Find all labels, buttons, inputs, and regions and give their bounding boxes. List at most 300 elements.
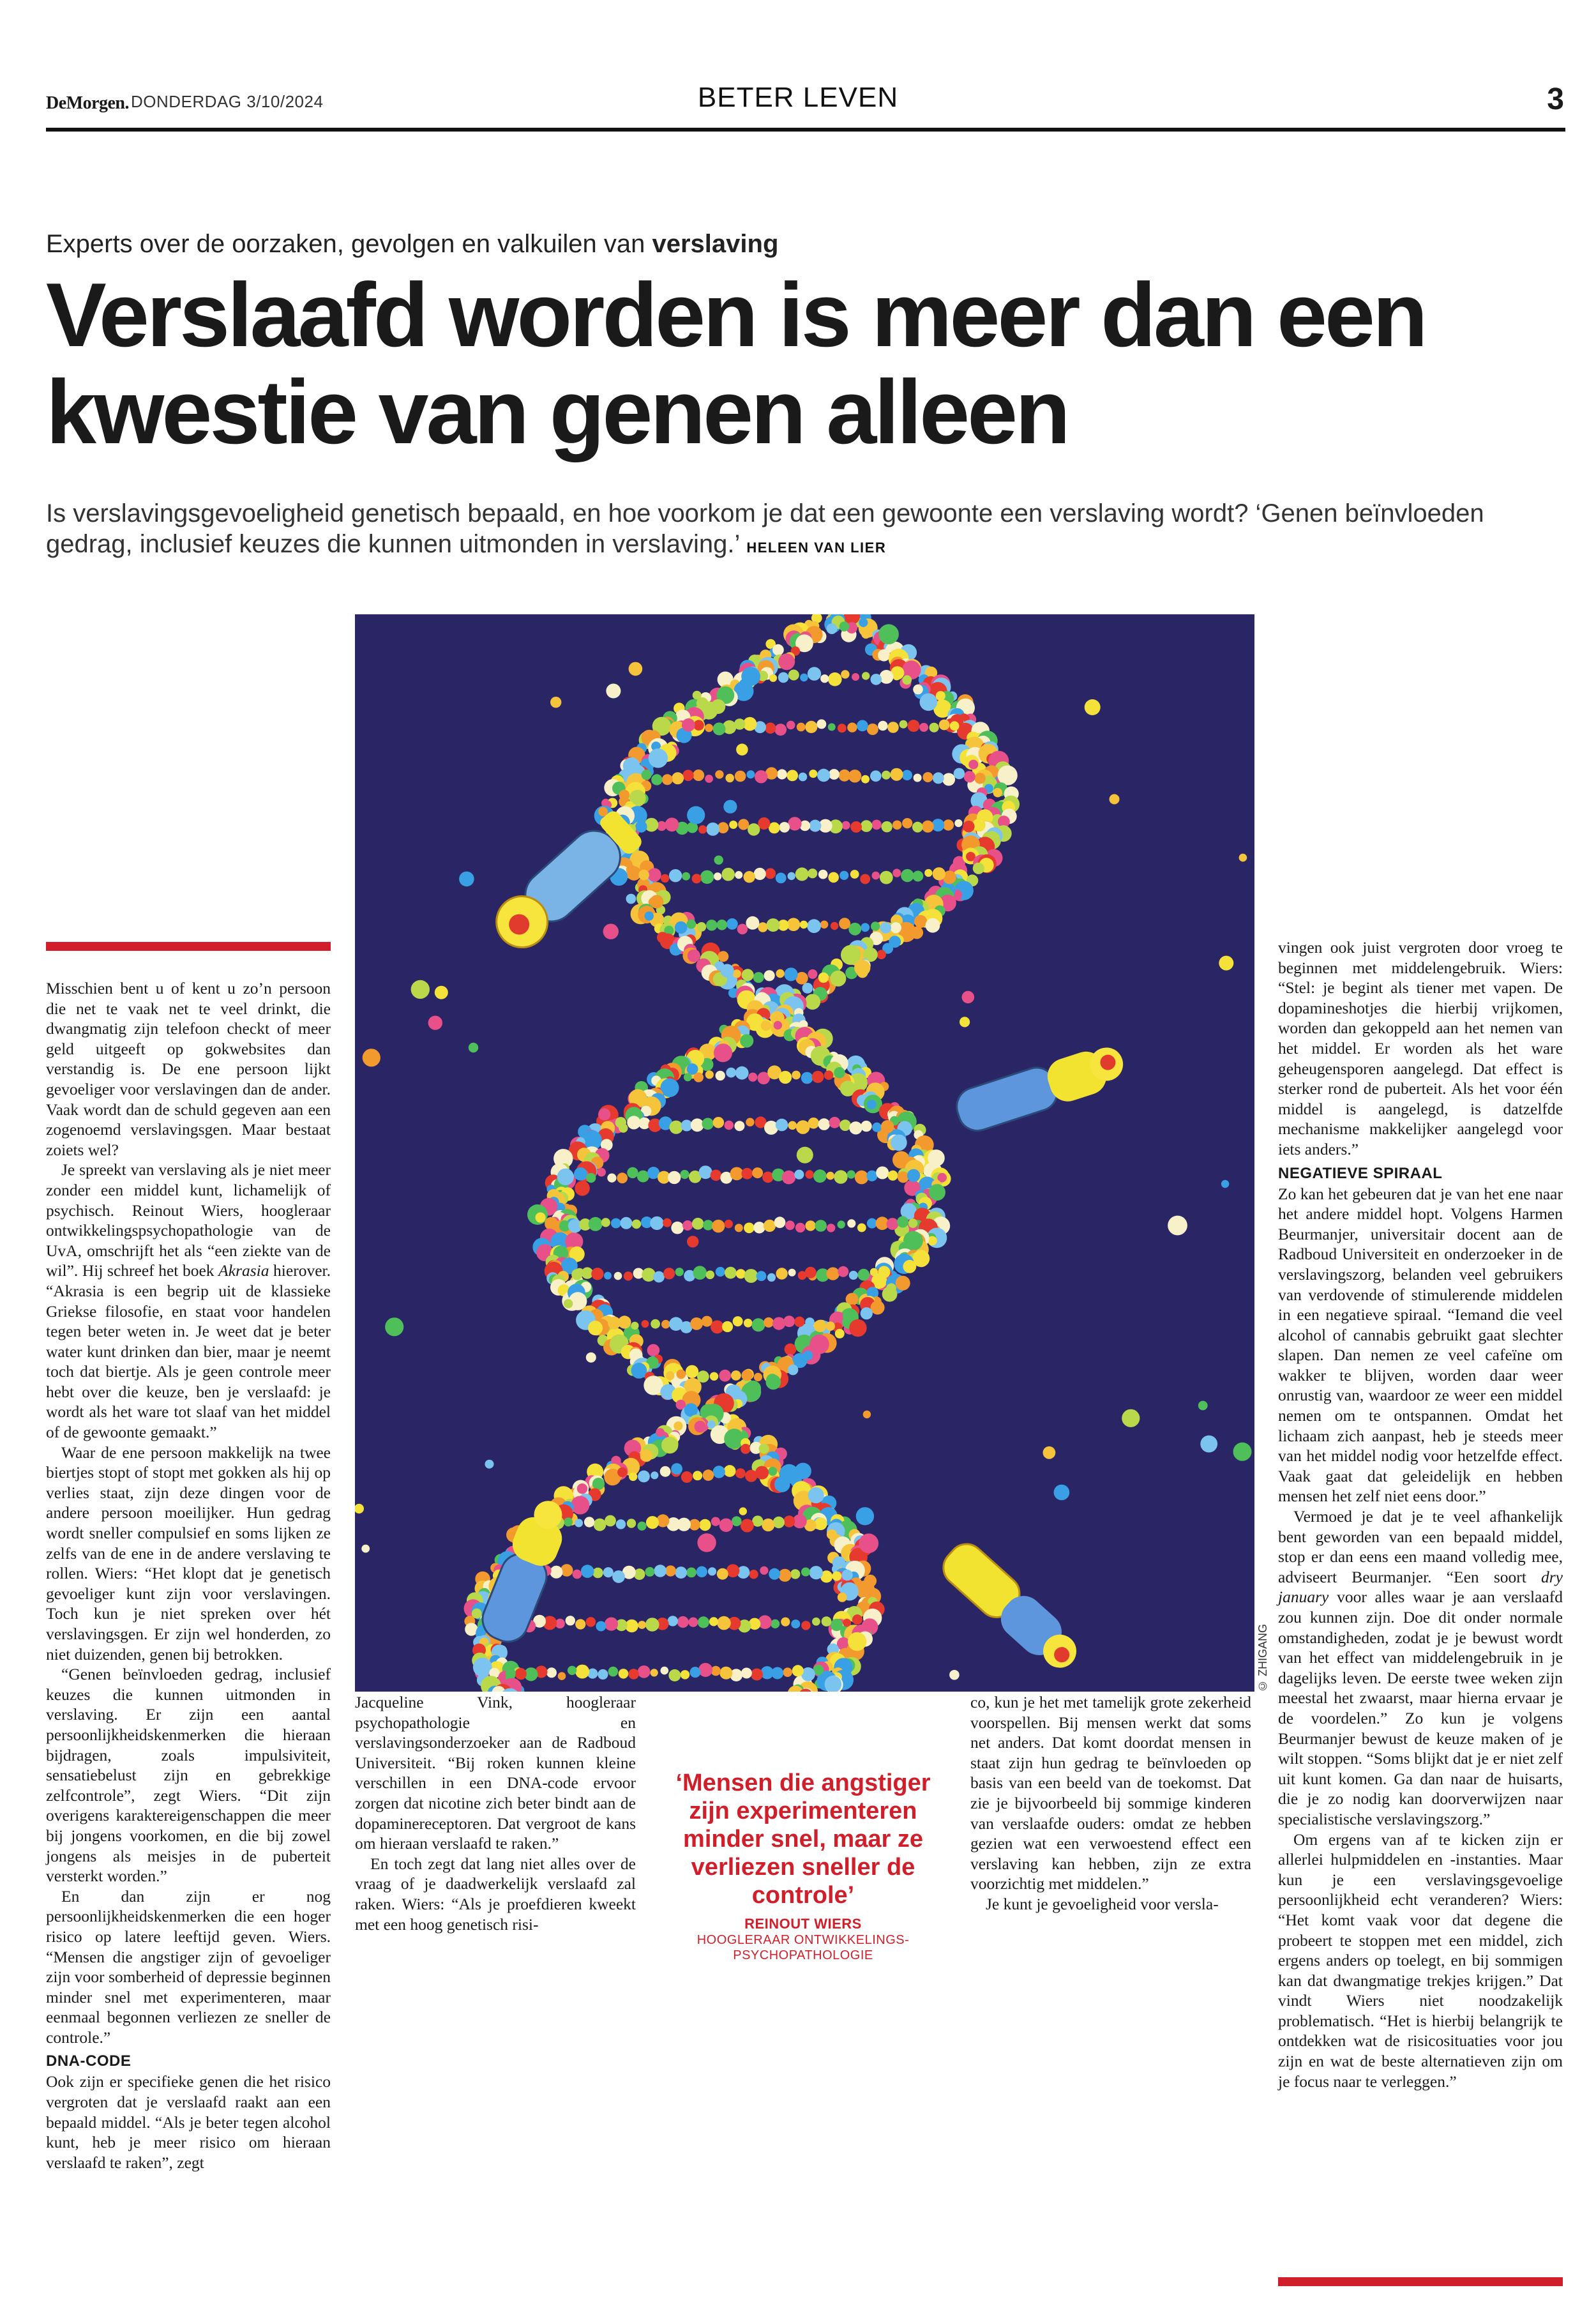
helix-bead <box>831 922 838 930</box>
helix-bead <box>705 1070 714 1079</box>
helix-bead <box>863 1411 871 1418</box>
helix-bead <box>862 672 870 679</box>
helix-bead <box>665 817 679 831</box>
helix-bead <box>769 674 777 682</box>
helix-bead <box>827 1529 837 1540</box>
helix-bead <box>435 986 448 999</box>
helix-bead <box>558 1672 566 1680</box>
helix-bead <box>902 818 912 828</box>
helix-bead <box>828 672 842 686</box>
helix-bead <box>778 1569 791 1582</box>
helix-bead <box>827 1224 835 1232</box>
helix-bead <box>575 1519 583 1528</box>
helix-bead <box>828 872 839 883</box>
helix-bead <box>878 624 899 644</box>
helix-bead <box>779 822 790 833</box>
helix-bead <box>936 691 945 701</box>
helix-bead <box>963 821 974 832</box>
helix-bead <box>774 1217 786 1228</box>
helix-bead <box>852 673 859 681</box>
helix-bead <box>774 1021 782 1029</box>
helix-bead <box>760 1566 768 1575</box>
helix-bead <box>782 1171 796 1185</box>
helix-bead <box>774 1476 790 1492</box>
helix-bead <box>688 1618 698 1627</box>
helix-bead <box>656 1428 665 1437</box>
helix-bead <box>740 1034 753 1047</box>
helix-bead <box>800 674 808 682</box>
helix-bead <box>649 748 668 768</box>
helix-bead <box>713 1466 725 1478</box>
helix-bead <box>776 873 787 884</box>
helix-bead <box>778 653 795 670</box>
paragraph <box>1278 1506 1563 1830</box>
helix-bead <box>752 1167 763 1178</box>
helix-bead <box>696 1566 707 1577</box>
helix-bead <box>706 1271 715 1280</box>
helix-bead <box>741 1370 753 1381</box>
helix-bead <box>850 870 859 879</box>
helix-bead <box>829 769 839 780</box>
helix-bead <box>838 1593 847 1602</box>
helix-bead <box>624 1271 633 1280</box>
helix-bead <box>642 1320 649 1328</box>
helix-bead <box>469 1043 478 1052</box>
helix-bead <box>871 820 882 830</box>
helix-bead <box>954 768 965 780</box>
helix-bead <box>645 1618 659 1632</box>
helix-bead <box>768 1467 777 1476</box>
helix-bead <box>892 821 902 830</box>
helix-bead <box>820 921 829 929</box>
helix-bead <box>878 649 890 662</box>
helix-bead <box>586 1617 596 1627</box>
helix-bead <box>666 1371 675 1380</box>
helix-bead <box>764 970 775 981</box>
helix-bead <box>654 1565 666 1577</box>
helix-bead <box>830 971 846 987</box>
helix-bead <box>817 719 826 729</box>
helix-bead <box>882 1287 898 1302</box>
helix-bead <box>712 1220 725 1232</box>
helix-bead <box>801 1568 810 1577</box>
helix-bead <box>755 770 767 783</box>
helix-bead <box>617 1467 627 1477</box>
helix-bead <box>684 1073 692 1081</box>
helix-bead <box>642 769 652 780</box>
helix-bead <box>920 694 938 711</box>
helix-bead <box>710 1372 718 1381</box>
helix-bead <box>898 1171 909 1183</box>
helix-bead <box>933 867 945 880</box>
helix-bead <box>726 1564 740 1577</box>
helix-bead <box>363 1049 380 1066</box>
helix-bead <box>717 1616 731 1630</box>
helix-bead <box>1168 1216 1187 1236</box>
helix-bead <box>627 1519 636 1528</box>
helix-bead <box>896 1276 910 1291</box>
helix-bead <box>687 1236 698 1247</box>
helix-bead <box>726 1068 736 1078</box>
helix-bead <box>849 1271 858 1280</box>
helix-bead <box>887 1218 899 1230</box>
helix-bead <box>638 1621 646 1629</box>
helix-bead <box>746 1118 754 1126</box>
newspaper-brand: DeMorgen. <box>46 93 130 113</box>
helix-bead <box>788 1121 797 1130</box>
helix-bead <box>769 823 780 834</box>
paragraph: Jacqueline Vink, hoogleraar psychopathologie en verslavingsonderzoeker aan de Radboud Universiteit. “Bij roken kunnen kleine verschillen in een DNA-code ervoor zorgen dat nicotine zich beter bindt aan de dopaminereceptoren. Dat vergroot de kans om hieraan verslaafd te raken.” <box>355 1693 636 1853</box>
helix-bead <box>675 1268 684 1276</box>
helix-bead <box>754 868 766 880</box>
helix-bead <box>592 1568 603 1579</box>
helix-bead <box>787 918 801 931</box>
helix-bead <box>772 644 784 656</box>
helix-bead <box>699 1165 712 1179</box>
column-end-redbar <box>1278 2277 1563 2286</box>
helix-bead <box>575 1665 589 1679</box>
helix-bead <box>619 1123 628 1132</box>
helix-bead <box>973 863 984 874</box>
dna-helix-artwork <box>355 614 1254 1692</box>
helix-bead <box>719 1519 733 1532</box>
helix-bead <box>748 1073 757 1082</box>
helix-bead <box>860 874 870 884</box>
helix-bead <box>581 1565 594 1578</box>
helix-bead <box>903 1260 917 1273</box>
helix-bead <box>839 621 850 632</box>
helix-bead <box>645 1567 654 1577</box>
helix-bead <box>703 1220 713 1230</box>
helix-bead <box>764 1317 774 1328</box>
helix-bead <box>809 1566 823 1579</box>
helix-bead <box>546 1667 557 1678</box>
helix-bead <box>1233 1443 1252 1461</box>
helix-bead <box>800 921 808 929</box>
helix-bead <box>714 872 721 880</box>
helix-bead <box>651 774 662 785</box>
helix-bead <box>838 724 847 732</box>
helix-bead <box>695 1421 707 1433</box>
helix-bead <box>788 872 795 880</box>
helix-bead <box>705 775 713 783</box>
helix-bead <box>651 1669 658 1676</box>
helix-bead <box>682 769 694 781</box>
helix-bead <box>720 964 734 978</box>
helix-bead <box>665 1565 676 1576</box>
helix-bead <box>939 720 950 731</box>
helix-bead <box>637 1522 646 1531</box>
helix-bead <box>1221 1180 1229 1188</box>
helix-bead <box>686 1568 696 1578</box>
helix-bead <box>802 983 813 994</box>
helix-bead <box>669 869 682 882</box>
helix-bead <box>608 1667 619 1677</box>
helix-bead <box>751 1318 765 1331</box>
helix-bead <box>605 1515 616 1527</box>
helix-bead <box>668 1171 681 1184</box>
helix-bead <box>933 772 944 784</box>
helix-bead <box>764 1220 776 1232</box>
helix-bead <box>733 1316 743 1326</box>
helix-bead <box>663 1218 672 1227</box>
helix-bead <box>849 1319 866 1337</box>
book-title: Akrasia <box>218 1261 269 1280</box>
helix-bead <box>631 1322 638 1330</box>
helix-bead <box>835 1329 845 1338</box>
helix-bead <box>694 1072 704 1082</box>
helix-bead <box>731 1370 741 1381</box>
helix-bead <box>1198 1401 1208 1411</box>
helix-bead <box>703 1469 714 1481</box>
helix-bead <box>753 972 764 983</box>
helix-bead <box>891 922 901 933</box>
paragraph: Zo kan het gebeuren dat je van het ene naar het andere middel hopt. Volgens Harmen Beurmanjer, universitair docent aan de Radboud Universiteit en onderzoeker in de verslavingszorg, belanden veel gebruikers van verdovende of stimulerende middelen in een negatieve spiraal. “Iemand die veel alcohol of cannabis gebruikt gaat slechter slapen. Dan nemen ze veel cafeïne om wakker te blijven, worden daar weer onrustig van, waardoor ze weer een middel nemen om te ontspannen. Omdat het lichaam zich aanpast, heb je steeds meer van het middel nodig voor hetzelfde effect. Vaak gaat dat geleidelijk en hebben mensen het zelf niet eens door.” <box>1278 1184 1563 1506</box>
helix-bead <box>795 867 809 881</box>
column-3 <box>970 1692 1251 1914</box>
byline: HELEEN VAN LIER <box>746 540 887 556</box>
helix-bead <box>692 874 702 883</box>
helix-bead <box>714 1043 732 1062</box>
helix-bead <box>682 872 690 881</box>
helix-bead <box>607 1174 616 1183</box>
helix-bead <box>734 1121 744 1131</box>
helix-bead <box>1200 1436 1217 1453</box>
paragraph: En toch zegt dat lang niet alles over de vraag of je daadwerkelijk verslaafd zal raken. Wiers: “Als je proefdieren kweekt met een hoog genetisch risi- <box>355 1854 636 1934</box>
helix-bead <box>631 1363 647 1379</box>
helix-bead <box>794 1317 804 1327</box>
helix-bead <box>762 1519 774 1531</box>
helix-bead <box>919 723 928 732</box>
helix-bead <box>849 1121 862 1134</box>
column-4 <box>1278 937 1563 2091</box>
helix-bead <box>929 1184 945 1201</box>
section-title: BETER LEVEN <box>697 82 899 113</box>
paragraph: vingen ook juist vergroten door vroeg te beginnen met middelengebruik. Wiers: “Stel: je begint als tiener met vapen. De dopamineshotjes die hierbij vrijkomen, worden dan gekoppeld aan het nemen van het middel. Er worden als het ware geheugensporen aangelegd. Dat effect is sterker rond de puberteit. Als het voor één middel is aangelegd, is datzelfde mechanisme makkelijker aangelegd voor iets anders.” <box>1278 938 1563 1158</box>
helix-bead <box>573 1570 582 1579</box>
helix-bead <box>949 1670 960 1680</box>
helix-bead <box>776 1268 787 1279</box>
helix-bead <box>650 1217 663 1230</box>
helix-bead <box>722 1321 733 1332</box>
helix-bead <box>632 1220 642 1229</box>
helix-bead <box>735 1468 746 1478</box>
helix-bead <box>714 856 723 865</box>
helix-bead <box>706 823 719 836</box>
helix-bead <box>809 820 821 832</box>
helix-bead <box>777 769 787 780</box>
helix-bead <box>792 1665 804 1676</box>
page-number: 3 <box>1547 82 1564 116</box>
helix-bead <box>765 723 776 734</box>
helix-bead <box>682 1220 693 1231</box>
helix-bead <box>974 773 985 784</box>
helix-bead <box>758 922 767 932</box>
helix-bead <box>818 1118 831 1130</box>
helix-bead <box>428 1016 442 1030</box>
helix-bead <box>871 674 882 685</box>
paragraph: Ook zijn er specifieke genen die het risico vergroten dat je verslaafd raakt aan een bepaald middel. “Als je beter tegen alcohol kunt, heb je meer risico om hieraan verslaafd te raken”, zegt <box>46 2072 331 2172</box>
helix-bead <box>672 772 684 784</box>
helix-bead <box>557 1169 574 1185</box>
helix-bead <box>762 1172 774 1183</box>
helix-bead <box>603 1567 614 1577</box>
helix-bead <box>794 1170 804 1179</box>
paragraph: co, kun je het met tamelijk grote zekerheid voorspellen. Bij mensen werkt dat soms net anders. Dat komt doordat mensen in staat zijn hun gedrag te beïnvloeden op basis van een beeld van de toekomst. Dat zie je bijvoorbeeld bij sommige kinderen van verslaafde ouders: omdat ze hebben gezien wat een verwoestend effect een verslaving kan hebben, zijn ze extra voorzichtig met middelen.” <box>970 1693 1251 1893</box>
helix-bead <box>711 1517 720 1526</box>
helix-bead <box>922 772 933 782</box>
pull-quote-author: REINOUT WIERS <box>744 1916 862 1932</box>
subheading-negatieve-spiraal: NEGATIEVE SPIRAAL <box>1278 1164 1443 1182</box>
helix-bead <box>788 817 801 830</box>
helix-bead <box>856 1507 874 1525</box>
helix-bead <box>908 1218 918 1228</box>
helix-bead <box>818 973 829 983</box>
helix-bead <box>799 773 808 782</box>
pull-quote-role: HOOGLERAAR ONTWIKKELINGS-PSYCHOPATHOLOGIE <box>696 1933 910 1962</box>
helix-bead <box>843 1619 851 1627</box>
helix-bead <box>831 1619 843 1631</box>
helix-bead <box>902 675 912 685</box>
helix-bead <box>765 868 776 879</box>
helix-bead <box>964 771 975 782</box>
helix-bead <box>700 870 714 884</box>
helix-bead <box>828 724 836 731</box>
helix-bead <box>783 1515 795 1527</box>
helix-bead <box>902 770 912 780</box>
helix-bead <box>688 950 700 962</box>
helix-bead <box>871 921 880 930</box>
helix-bead <box>813 1169 827 1183</box>
helix-bead <box>744 1319 753 1328</box>
helix-bead <box>826 1172 834 1180</box>
helix-bead <box>698 825 707 833</box>
helix-bead <box>914 915 927 928</box>
helix-bead <box>907 1169 920 1182</box>
helix-bead <box>876 1167 889 1179</box>
helix-bead <box>930 723 939 732</box>
helix-bead <box>706 920 717 930</box>
helix-bead <box>696 922 706 932</box>
helix-bead <box>888 1171 898 1181</box>
helix-bead <box>805 994 821 1010</box>
helix-bead <box>604 1272 612 1280</box>
helix-bead <box>832 1572 841 1581</box>
helix-bead <box>827 623 838 634</box>
helix-bead <box>852 1614 862 1625</box>
helix-bead <box>594 1519 606 1531</box>
helix-bead <box>690 1667 701 1678</box>
helix-bead <box>858 1269 870 1281</box>
helix-bead <box>698 1616 709 1628</box>
paragraph: Waar de ene persoon makkelijk na twee biertjes stopt of stopt met gokken als hij op verlies staat, zijn deze dingen voor de andere persoon moeilijker. Hun gedrag wordt sneller compulsief en soms lijken ze zelfs van de ene in de andere verslaving te rollen. Wiers: “Het klopt dat je genetisch gevoeliger kunt zijn voor verslavingen. Toch kun je niet spreken over hét verslavingsgen. Er zijn wel honderden, zo niet duizenden, genen bij betrokken. <box>46 1443 331 1664</box>
helix-bead <box>606 684 621 699</box>
helix-bead <box>882 821 892 832</box>
helix-bead <box>855 1171 869 1185</box>
helix-bead <box>914 774 922 782</box>
helix-bead <box>805 1220 815 1231</box>
helix-bead <box>724 1429 744 1449</box>
helix-bead <box>691 1118 704 1132</box>
helix-bead <box>725 1121 734 1130</box>
helix-bead <box>748 823 760 835</box>
helix-bead <box>892 869 901 877</box>
helix-bead <box>596 1621 606 1632</box>
helix-bead <box>767 1273 776 1282</box>
helix-bead <box>834 1170 847 1183</box>
helix-bead <box>1054 1485 1070 1501</box>
helix-bead <box>729 821 737 829</box>
helix-bead <box>841 821 850 830</box>
helix-bead <box>772 1317 785 1330</box>
helix-bead <box>681 1471 693 1483</box>
helix-bead <box>721 868 735 881</box>
helix-bead <box>640 1450 652 1462</box>
helix-bead <box>693 1471 702 1480</box>
helix-bead <box>784 967 797 981</box>
helix-bead <box>717 1568 728 1580</box>
helix-bead <box>766 1375 781 1390</box>
helix-bead <box>805 1317 815 1327</box>
helix-bead <box>913 685 923 695</box>
helix-bead <box>677 1616 689 1628</box>
helix-bead <box>713 1117 725 1128</box>
helix-bead <box>385 1317 403 1336</box>
helix-bead <box>711 1321 724 1334</box>
helix-bead <box>725 1220 733 1228</box>
helix-bead <box>735 1066 749 1080</box>
helix-bead <box>901 869 914 882</box>
helix-bead <box>960 1017 970 1027</box>
helix-bead <box>741 1444 751 1454</box>
helix-bead <box>741 667 760 686</box>
helix-bead <box>776 1119 788 1132</box>
paragraph: Misschien bent u of kent u zo’n persoon die net te vaak net te veel drinkt, die dwangmatig zijn telefoon checkt of meer geld uitgeeft op gokwebsites dan verstandig is. De ene persoon lijkt gevoeliger voor verslavingen dan de ander. Vaak wordt dan de schuld gegeven aan een zogenoemd verslavingsgen. Maar bestaat zoiets wel? <box>46 979 331 1159</box>
helix-bead <box>926 918 940 933</box>
helix-bead <box>730 1167 744 1181</box>
helix-bead <box>584 1517 594 1527</box>
helix-bead <box>746 916 759 930</box>
helix-bead <box>897 1216 908 1227</box>
helix-bead <box>647 868 661 881</box>
helix-bead <box>591 1268 603 1280</box>
helix-bead <box>807 919 821 933</box>
helix-bead <box>824 1070 834 1080</box>
helix-bead <box>663 1268 675 1279</box>
helix-bead <box>675 921 688 934</box>
helix-bead <box>891 1135 907 1151</box>
helix-bead <box>859 618 868 627</box>
helix-bead <box>769 1568 780 1580</box>
helix-bead <box>744 1269 758 1283</box>
helix-bead <box>725 774 734 783</box>
helix-bead <box>771 1619 779 1628</box>
helix-bead <box>861 775 870 784</box>
helix-bead <box>795 1223 805 1232</box>
helix-bead <box>588 1321 603 1335</box>
helix-bead <box>574 1167 587 1181</box>
helix-bead <box>676 1370 686 1379</box>
helix-bead <box>788 1269 796 1277</box>
helix-bead <box>592 1478 605 1490</box>
helix-bead <box>671 1222 684 1234</box>
helix-bead <box>972 819 985 831</box>
helix-bead <box>692 1218 704 1230</box>
helix-bead <box>866 1171 877 1181</box>
helix-bead <box>680 1170 689 1179</box>
helix-bead <box>651 1319 660 1329</box>
helix-bead <box>575 1181 590 1196</box>
